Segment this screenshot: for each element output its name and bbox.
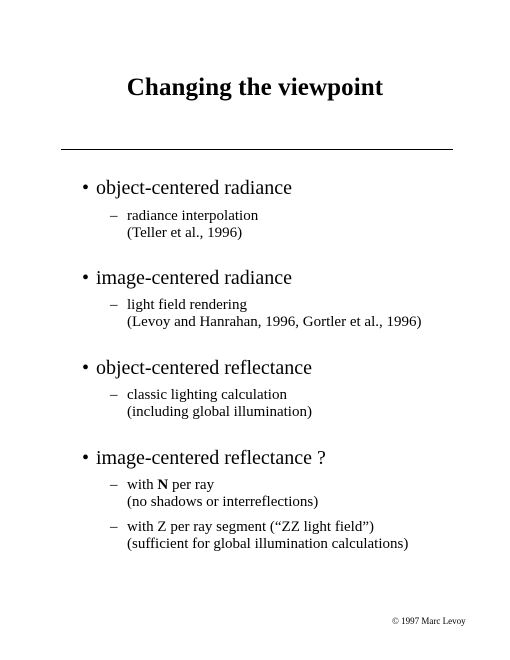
sub-item xyxy=(110,208,258,242)
bullet-marker: • xyxy=(82,267,90,289)
slide-title: Changing the viewpoint xyxy=(126,74,384,101)
sub-item xyxy=(110,387,312,421)
bullet-item xyxy=(82,266,292,290)
sub-text: radiance interpolation xyxy=(127,208,259,224)
bullet-text: image-centered radiance xyxy=(96,267,292,289)
sub-text-continuation: (including global illumination) xyxy=(127,404,312,420)
sub-text-continuation: (no shadows or interreflections) xyxy=(127,494,319,510)
sub-text: with Z per ray segment (“ZZ light field”) xyxy=(127,519,374,535)
sub-text-continuation: (Teller et al., 1996) xyxy=(127,225,243,241)
bullet-item xyxy=(82,446,326,470)
dash-marker: – xyxy=(110,297,118,313)
dash-marker: – xyxy=(110,519,118,535)
sub-text-continuation: (Levoy and Hanrahan, 1996, Gortler et al., 1996) xyxy=(127,314,422,330)
copyright-credit: © 1997 Marc Levoy xyxy=(392,616,466,626)
sub-item xyxy=(110,519,408,553)
sub-item xyxy=(110,297,422,331)
bullet-text: image-centered reflectance ? xyxy=(96,447,326,469)
dash-marker: – xyxy=(110,387,118,403)
title-divider xyxy=(61,149,453,150)
bullet-marker: • xyxy=(82,177,90,199)
bullet-text: object-centered reflectance xyxy=(96,357,312,379)
bullet-item xyxy=(82,356,312,380)
sub-text-suffix: per ray xyxy=(168,477,215,493)
sub-text-continuation: (sufficient for global illumination calculations) xyxy=(127,536,409,552)
sub-text-bold-symbol: N xyxy=(157,477,169,493)
bullet-text: object-centered radiance xyxy=(96,177,292,199)
bullet-item xyxy=(82,176,292,200)
sub-item xyxy=(110,477,318,511)
dash-marker: – xyxy=(110,208,118,224)
dash-marker: – xyxy=(110,477,118,493)
sub-text: light field rendering xyxy=(127,297,247,313)
sub-text: classic lighting calculation xyxy=(127,387,287,403)
sub-text-prefix: with xyxy=(127,477,158,493)
bullet-marker: • xyxy=(82,447,90,469)
bullet-marker: • xyxy=(82,357,90,379)
